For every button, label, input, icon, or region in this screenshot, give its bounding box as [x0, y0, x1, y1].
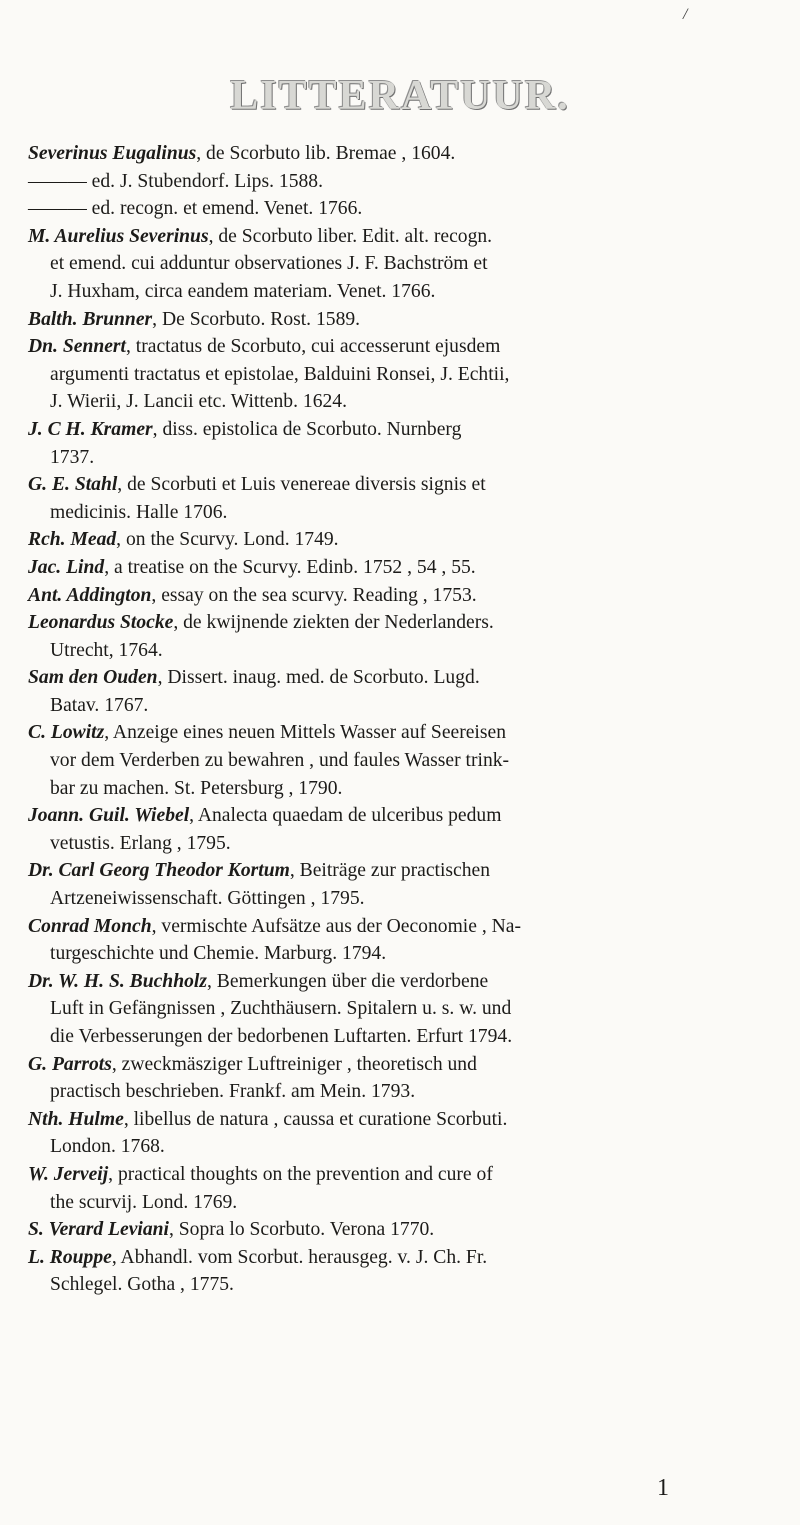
entry-continuation: Utrecht, 1764.: [50, 639, 163, 661]
entry-continuation: J. Wierii, J. Lancii etc. Wittenb. 1624.: [50, 391, 347, 413]
entry-author: L. Rouppe: [28, 1246, 112, 1268]
entry-continuation: vetustis. Erlang , 1795.: [50, 832, 231, 854]
entry-text: , a treatise on the Scurvy. Edinb. 1752 , 54 , 55.: [104, 556, 476, 578]
entry-text: , on the Scurvy. Lond. 1749.: [116, 529, 339, 551]
entry-author: Rch. Mead: [28, 529, 117, 551]
entry-continuation: die Verbesserungen der bedorbenen Luftarten. Erfurt 1794.: [50, 1026, 513, 1047]
bibliography-entry: [28, 968, 768, 1051]
bibliography-list: [28, 140, 768, 1299]
bibliography-entry: [28, 1051, 768, 1106]
entry-continuation: turgeschichte und Chemie. Marburg. 1794.: [50, 943, 387, 965]
entry-text: , Sopra lo Scorbuto. Verona 1770.: [168, 1219, 435, 1241]
entry-text: , zweckmäsziger Luftreiniger , theoretisch und: [111, 1053, 477, 1075]
entry-text: , Beiträge zur practischen: [289, 860, 491, 882]
entry-text: , diss. epistolica de Scorbuto. Nurnberg: [152, 418, 462, 440]
bibliography-entry: [28, 1106, 768, 1161]
entry-author: J. C H. Kramer: [28, 418, 153, 440]
bibliography-entry: [28, 140, 768, 168]
entry-continuation: 1737.: [50, 446, 95, 468]
entry-text: , tractatus de Scorbuto, cui accesserunt ejusdem: [126, 336, 501, 358]
entry-author: Sam den Ouden: [28, 667, 158, 689]
entry-continuation: Schlegel. Gotha , 1775.: [50, 1274, 234, 1296]
entry-text: , Bemerkungen über die verdorbene: [206, 970, 489, 992]
entry-continuation: bar zu machen. St. Petersburg , 1790.: [50, 777, 343, 799]
bibliography-entry: [28, 857, 768, 912]
bibliography-entry: [28, 1161, 768, 1216]
bibliography-entry: [28, 1216, 768, 1244]
entry-author: S. Verard Leviani: [28, 1219, 169, 1241]
entry-author: Jac. Lind: [28, 556, 105, 578]
entry-author: Dr. W. H. S. Buchholz: [28, 970, 207, 992]
entry-text: , Analecta quaedam de ulceribus pedum: [189, 805, 502, 827]
entry-author: Leonardus Stocke: [28, 612, 174, 634]
stray-mark: /: [683, 6, 688, 23]
bibliography-entry: [28, 416, 768, 471]
entry-author: M. Aurelius Severinus: [28, 225, 209, 247]
entry-continuation: the scurvij. Lond. 1769.: [50, 1191, 238, 1213]
entry-author: Dn. Sennert: [28, 336, 126, 358]
entry-author: Ant. Addington: [28, 584, 152, 606]
entry-continuation: London. 1768.: [50, 1136, 165, 1158]
bibliography-entry: [28, 306, 768, 334]
bibliography-entry: [28, 664, 768, 719]
entry-author: C. Lowitz: [28, 722, 105, 744]
entry-continuation: vor dem Verderben zu bewahren , und faules Wasser trink-: [50, 750, 510, 772]
bibliography-entry: [28, 609, 768, 664]
bibliography-entry: [28, 913, 768, 968]
entry-text: , libellus de natura , caussa et curatione Scorbuti.: [123, 1108, 508, 1130]
entry-continuation: practisch beschrieben. Frankf. am Mein. 1793.: [50, 1081, 416, 1103]
bibliography-entry: [28, 719, 768, 802]
entry-author: G. Parrots: [28, 1053, 112, 1075]
entry-continuation: medicinis. Halle 1706.: [50, 501, 228, 523]
bibliography-entry: [28, 223, 768, 306]
entry-author: Nth. Hulme: [28, 1108, 124, 1130]
entry-text: , essay on the sea scurvy. Reading , 1753.: [151, 584, 477, 606]
bibliography-entry: [28, 582, 768, 610]
entry-text: , de kwijnende ziekten der Nederlanders.: [173, 612, 494, 634]
bibliography-entry: [28, 1244, 768, 1299]
page-title: LITTERATUUR.: [230, 73, 570, 119]
entry-text: , vermischte Aufsätze aus der Oeconomie , Na-: [151, 915, 522, 937]
bibliography-entry: [28, 195, 768, 223]
entry-continuation: Batav. 1767.: [50, 694, 149, 716]
entry-text: ——— ed. J. Stubendorf. Lips. 1588.: [28, 170, 323, 192]
entry-author: Balth. Brunner: [28, 308, 153, 330]
bibliography-entry: [28, 333, 768, 416]
entry-author: Conrad Monch: [28, 915, 152, 937]
page-number: 1: [657, 1475, 669, 1501]
entry-text: , Anzeige eines neuen Mittels Wasser auf Seereisen: [104, 722, 506, 744]
bibliography-entry: [28, 471, 768, 526]
entry-author: Dr. Carl Georg Theodor Kortum: [28, 860, 290, 882]
entry-author: G. E. Stahl: [28, 474, 118, 496]
entry-continuation: J. Huxham, circa eandem materiam. Venet. 1766.: [50, 280, 436, 302]
bibliography-entry: [28, 168, 768, 196]
entry-continuation: Artzeneiwissenschaft. Göttingen , 1795.: [50, 888, 365, 910]
bibliography-entry: [28, 802, 768, 857]
entry-text: , Abhandl. vom Scorbut. herausgeg. v. J. Ch. Fr.: [111, 1246, 488, 1268]
entry-text: , de Scorbuti et Luis venereae diversis signis et: [117, 474, 486, 496]
entry-text: ——— ed. recogn. et emend. Venet. 1766.: [28, 198, 363, 220]
entry-text: , de Scorbuto lib. Bremae , 1604.: [196, 143, 456, 164]
entry-text: , practical thoughts on the prevention and cure of: [108, 1163, 493, 1185]
entry-author: Severinus Eugalinus: [28, 143, 197, 164]
entry-author: Joann. Guil. Wiebel: [28, 805, 190, 827]
entry-text: , Dissert. inaug. med. de Scorbuto. Lugd.: [157, 667, 480, 689]
entry-continuation: Luft in Gefängnissen , Zuchthäusern. Spitalern u. s. w. und: [50, 998, 512, 1020]
entry-author: W. Jerveij: [28, 1163, 109, 1185]
entry-continuation: et emend. cui adduntur observationes J. F. Bachström et: [50, 253, 488, 275]
entry-continuation: argumenti tractatus et epistolae, Balduini Ronsei, J. Echtii,: [50, 363, 510, 385]
entry-text: , de Scorbuto liber. Edit. alt. recogn.: [208, 225, 493, 247]
entry-text: , De Scorbuto. Rost. 1589.: [152, 308, 361, 330]
bibliography-entry: [28, 554, 768, 582]
bibliography-entry: [28, 526, 768, 554]
